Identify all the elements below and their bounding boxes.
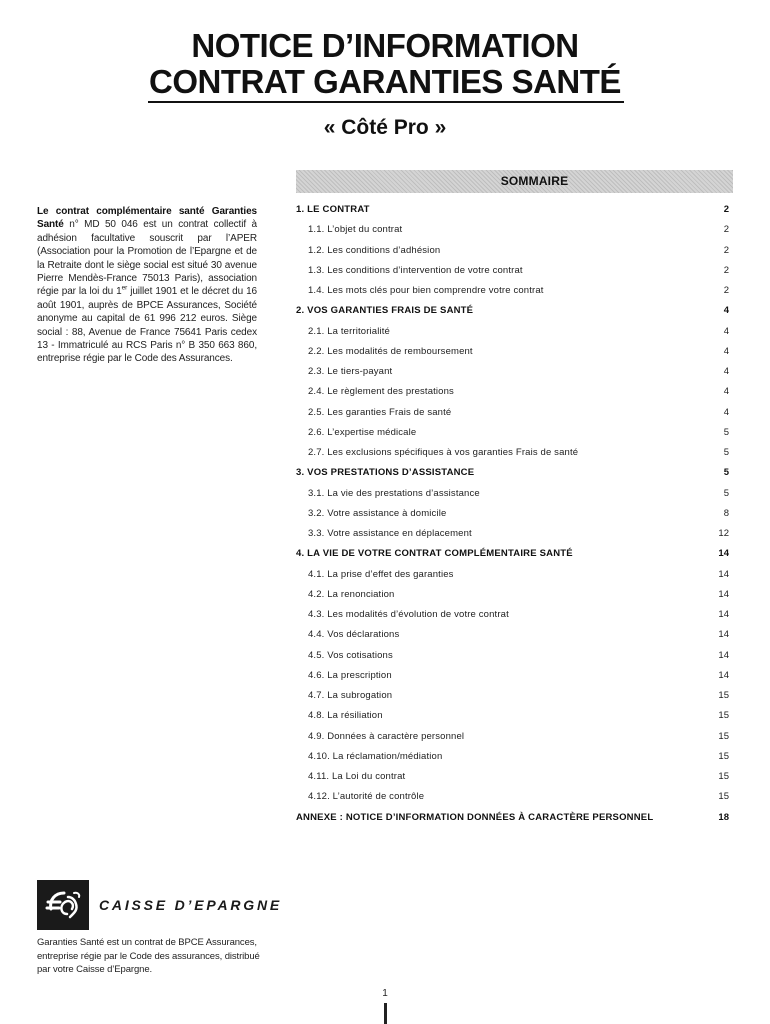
toc-subsection-entry[interactable]: [296, 686, 733, 706]
toc-entry-page: 15: [718, 771, 729, 782]
title-line-1: NOTICE D’INFORMATION: [191, 27, 579, 64]
toc-entry-page: 14: [718, 649, 729, 661]
intro-superscript: er: [121, 285, 128, 293]
toc-entry-page: 2: [723, 204, 729, 215]
toc-entry-label: 4.1. La prise d’effet des garanties: [308, 568, 454, 580]
toc-entry-label: 1.2. Les conditions d’adhésion: [308, 244, 441, 256]
toc-entry-page: 14: [718, 609, 729, 620]
toc-entry-label: 3.2. Votre assistance à domicile: [308, 507, 447, 519]
toc-entry-label: 4.6. La prescription: [308, 669, 392, 681]
toc-entry-label: 2. VOS GARANTIES FRAIS DE SANTÉ: [296, 305, 474, 317]
toc-entry-label: 1.3. Les conditions d’intervention de votre contrat: [308, 264, 523, 276]
toc-subsection-entry[interactable]: [296, 443, 733, 463]
toc-entry-page: 12: [718, 528, 729, 539]
document-title: [0, 28, 770, 100]
logo-wordmark: CAISSE D’EPARGNE: [99, 897, 283, 913]
toc-section-entry[interactable]: [296, 301, 733, 321]
toc-subsection-entry[interactable]: [296, 706, 733, 726]
toc-subsection-entry[interactable]: [296, 241, 733, 261]
toc-section-entry[interactable]: [296, 808, 733, 828]
toc-subsection-entry[interactable]: [296, 767, 733, 787]
toc-subsection-entry[interactable]: [296, 727, 733, 747]
toc-entry-page: 2: [723, 264, 729, 276]
toc-entry-label: 4.3. Les modalités d’évolution de votre contrat: [308, 609, 509, 620]
toc-entry-page: 15: [718, 730, 729, 742]
toc-entry-label: 4.7. La subrogation: [308, 690, 393, 701]
toc-entry-page: 5: [723, 426, 729, 438]
toc-subsection-entry[interactable]: [296, 484, 733, 504]
toc-entry-page: 4: [723, 305, 729, 317]
title-line-2: CONTRAT GARANTIES SANTÉ: [149, 63, 621, 100]
toc-entry-page: 4: [723, 366, 729, 377]
sommaire-heading: SOMMAIRE: [500, 174, 569, 188]
toc-entry-page: 14: [718, 629, 729, 641]
toc-entry-page: 14: [718, 588, 729, 600]
toc-entry-page: 2: [723, 244, 729, 256]
table-of-contents: [296, 200, 733, 828]
page-marker-bar: [384, 1003, 387, 1024]
toc-subsection-entry[interactable]: [296, 261, 733, 281]
sommaire-heading-bar: [296, 170, 733, 193]
toc-entry-page: 14: [718, 669, 729, 681]
toc-entry-page: 2: [723, 224, 729, 236]
toc-entry-page: 18: [718, 811, 729, 823]
caisse-epargne-logo: [37, 880, 283, 930]
toc-entry-page: 5: [723, 467, 729, 479]
toc-entry-page: 2: [723, 285, 729, 296]
toc-entry-label: 4.4. Vos déclarations: [308, 629, 400, 641]
toc-entry-label: 4.9. Données à caractère personnel: [308, 730, 465, 742]
toc-entry-page: 8: [723, 507, 729, 519]
intro-bold-lead: Le contrat complémentaire santé Garanties Santé: [37, 206, 257, 231]
toc-entry-page: 5: [723, 487, 729, 499]
toc-subsection-entry[interactable]: [296, 787, 733, 807]
toc-entry-label: 2.7. Les exclusions spécifiques à vos garanties Frais de santé: [308, 447, 579, 458]
toc-entry-label: 4.10. La réclamation/médiation: [308, 750, 443, 762]
toc-entry-page: 14: [718, 548, 729, 560]
document-subtitle: « Côté Pro »: [323, 116, 447, 139]
toc-subsection-entry[interactable]: [296, 220, 733, 240]
distribution-note: Garanties Santé est un contrat de BPCE Assurances, entreprise régie par le Code des assurances, distribué par votre Caisse d’Epargne.: [37, 937, 260, 975]
toc-subsection-entry[interactable]: [296, 747, 733, 767]
toc-entry-label: 3. VOS PRESTATIONS D’ASSISTANCE: [296, 467, 475, 479]
toc-subsection-entry[interactable]: [296, 646, 733, 666]
toc-entry-label: 2.5. Les garanties Frais de santé: [308, 406, 452, 418]
toc-entry-page: 4: [723, 386, 729, 398]
toc-subsection-entry[interactable]: [296, 322, 733, 342]
toc-entry-label: 2.4. Le règlement des prestations: [308, 386, 454, 398]
toc-subsection-entry[interactable]: [296, 342, 733, 362]
toc-entry-page: 15: [718, 690, 729, 701]
toc-entry-label: 4. LA VIE DE VOTRE CONTRAT COMPLÉMENTAIRE SANTÉ: [296, 548, 573, 560]
toc-subsection-entry[interactable]: [296, 605, 733, 625]
toc-entry-label: 1.4. Les mots clés pour bien comprendre votre contrat: [308, 285, 544, 296]
toc-section-entry[interactable]: [296, 544, 733, 564]
toc-entry-page: 4: [723, 406, 729, 418]
toc-entry-label: 3.3. Votre assistance en déplacement: [308, 528, 472, 539]
toc-entry-page: 4: [723, 345, 729, 357]
toc-entry-label: 4.12. L’autorité de contrôle: [308, 791, 425, 803]
toc-entry-label: 2.3. Le tiers-payant: [308, 366, 393, 377]
squirrel-logo-icon: [37, 880, 89, 930]
toc-subsection-entry[interactable]: [296, 504, 733, 524]
toc-entry-page: 15: [718, 791, 729, 803]
intro-text-part-1: n° MD 50 046 est un contrat collectif à adhésion facultative souscrit par l’APER (Association pour la Promotion de l’Epargne et de la Retraite dont le siège social est situé 30 avenue Pierre Mendès-France 75013 Paris), association régie par la loi du 1: [37, 219, 257, 298]
toc-subsection-entry[interactable]: [296, 382, 733, 402]
toc-subsection-entry[interactable]: [296, 666, 733, 686]
toc-subsection-entry[interactable]: [296, 403, 733, 423]
toc-entry-label: 1.1. L’objet du contrat: [308, 224, 403, 236]
toc-entry-page: 15: [718, 710, 729, 722]
toc-subsection-entry[interactable]: [296, 362, 733, 382]
toc-subsection-entry[interactable]: [296, 281, 733, 301]
toc-entry-label: 2.6. L’expertise médicale: [308, 426, 417, 438]
toc-entry-label: 4.8. La résiliation: [308, 710, 383, 722]
page-number: 1: [382, 988, 388, 999]
toc-entry-label: 4.5. Vos cotisations: [308, 649, 393, 661]
toc-subsection-entry[interactable]: [296, 423, 733, 443]
toc-entry-page: 5: [723, 447, 729, 458]
toc-subsection-entry[interactable]: [296, 565, 733, 585]
toc-section-entry[interactable]: [296, 200, 733, 220]
toc-entry-label: 2.1. La territorialité: [308, 325, 390, 337]
toc-entry-label: 1. LE CONTRAT: [296, 204, 370, 215]
toc-section-entry[interactable]: [296, 463, 733, 483]
toc-entry-label: 3.1. La vie des prestations d’assistance: [308, 487, 480, 499]
toc-entry-page: 15: [718, 750, 729, 762]
toc-entry-label: 4.11. La Loi du contrat: [308, 771, 406, 782]
toc-entry-page: 4: [723, 325, 729, 337]
title-underline: [148, 101, 624, 103]
toc-entry-label: 4.2. La renonciation: [308, 588, 395, 600]
toc-subsection-entry[interactable]: [296, 524, 733, 544]
toc-subsection-entry[interactable]: [296, 585, 733, 605]
toc-subsection-entry[interactable]: [296, 625, 733, 645]
intro-paragraph: [37, 205, 257, 366]
toc-entry-label: 2.2. Les modalités de remboursement: [308, 345, 473, 357]
toc-entry-label: ANNEXE : NOTICE D’INFORMATION DONNÉES À CARACTÈRE PERSONNEL: [296, 811, 654, 823]
toc-entry-page: 14: [718, 568, 729, 580]
intro-text-part-2: juillet 1901 et le décret du 16 août 1901, auprès de BPCE Assurances, Société anonyme au capital de 61 996 212 euros. Siège social : 88, Avenue de France 75641 Paris cedex 13 - Immatriculé au RCS Paris n° B 350 663 860, entreprise régie par le Code des Assurances.: [37, 286, 257, 365]
